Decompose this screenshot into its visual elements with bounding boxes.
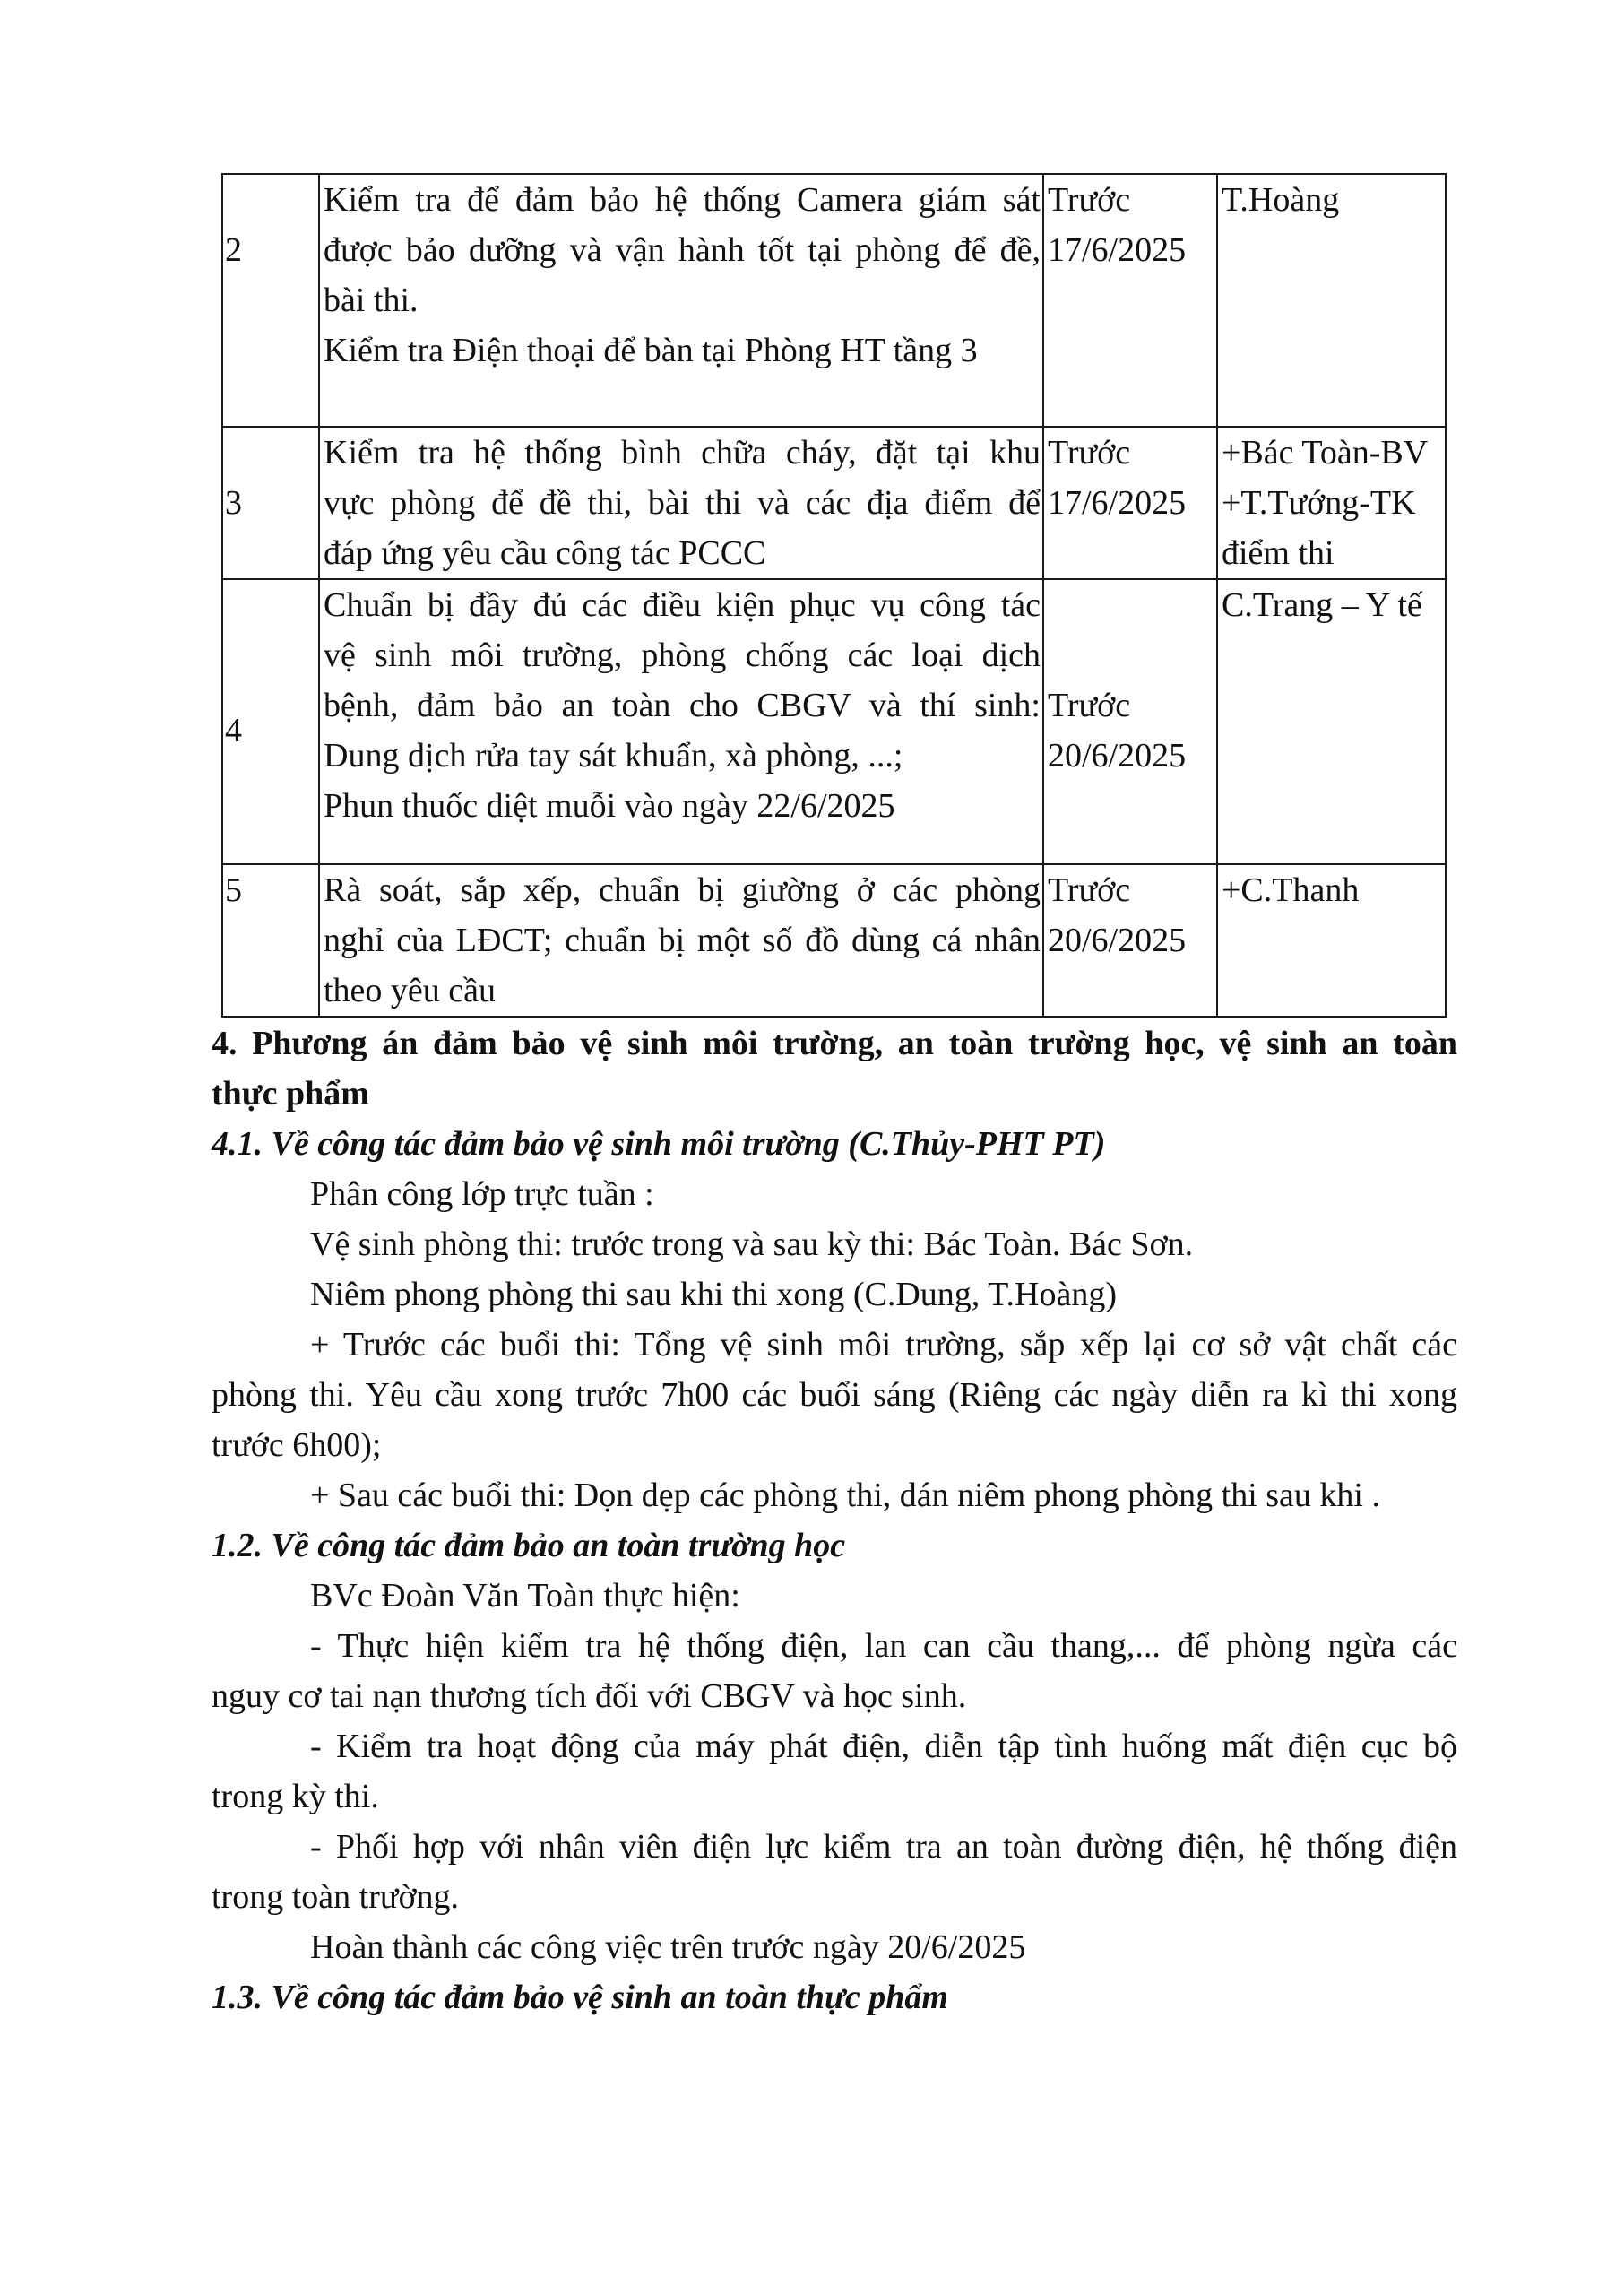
deadline-line: Trước xyxy=(1048,687,1131,724)
paragraph-line: phòng thi. Yêu cầu xong trước 7h00 các buổi sáng (Riêng các ngày diễn ra kì thi xong xyxy=(212,1376,1457,1414)
task-line: Kiểm tra hệ thống bình chữa cháy, đặt tại khu xyxy=(324,434,1041,472)
section-4-heading-cont: thực phẩm xyxy=(212,1075,369,1113)
responsible-line: +T.Tướng-TK xyxy=(1222,484,1416,522)
responsible-line: điểm thi xyxy=(1222,534,1335,572)
paragraph-line: Vệ sinh phòng thi: trước trong và sau kỳ thi: Bác Toàn. Bác Sơn. xyxy=(310,1225,1194,1263)
deadline-line: Trước xyxy=(1048,871,1131,909)
row-number xyxy=(222,864,319,1017)
section-4-1 xyxy=(212,1119,1457,1520)
responsible-line: +Bác Toàn-BV xyxy=(1222,434,1429,472)
task-line: vệ sinh môi trường, phòng chống các loại dịch xyxy=(324,637,1041,674)
responsible-line: +C.Thanh xyxy=(1222,871,1360,909)
task-line: Kiểm tra để đảm bảo hệ thống Camera giám sát xyxy=(324,181,1041,219)
paragraph-line: Niêm phong phòng thi sau khi thi xong (C.Dung, T.Hoàng) xyxy=(310,1276,1117,1313)
paragraph-line: - Thực hiện kiểm tra hệ thống điện, lan can cầu thang,... để phòng ngừa các xyxy=(310,1627,1457,1665)
task-line: được bảo dưỡng và vận hành tốt tại phòng để đề, xyxy=(324,231,1041,269)
paragraph-line: trước 6h00); xyxy=(212,1426,382,1464)
task-line: Phun thuốc diệt muỗi vào ngày 22/6/2025 xyxy=(324,787,895,825)
section-1-2-heading: 1.2. Về công tác đảm bảo an toàn trường học xyxy=(212,1527,846,1564)
deadline-line: Trước xyxy=(1048,181,1131,219)
paragraph-line: nguy cơ tai nạn thương tích đối với CBGV và học sinh. xyxy=(212,1677,967,1715)
section-4-1-heading: 4.1. Về công tác đảm bảo vệ sinh môi trường (C.Thủy-PHT PT) xyxy=(212,1125,1106,1163)
task-line: Dung dịch rửa tay sát khuẩn, xà phòng, ...; xyxy=(324,737,903,775)
task-line: nghỉ của LĐCT; chuẩn bị một số đồ dùng cá nhân xyxy=(324,922,1041,959)
task-line: theo yêu cầu xyxy=(324,972,497,1009)
paragraph-line: Phân công lớp trực tuần : xyxy=(310,1175,654,1213)
deadline-line: 17/6/2025 xyxy=(1048,231,1187,269)
row-number xyxy=(222,174,319,427)
section-1-3-heading: 1.3. Về công tác đảm bảo vệ sinh an toàn thực phẩm xyxy=(212,1979,948,2016)
deadline-line: 20/6/2025 xyxy=(1048,737,1187,775)
row-number xyxy=(222,427,319,579)
table-row xyxy=(222,174,1446,427)
row-number xyxy=(222,579,319,864)
section-4 xyxy=(212,1018,1457,1119)
responsible-cell xyxy=(1217,864,1446,1017)
task-line: bài thi. xyxy=(324,281,419,319)
task-line: Chuẩn bị đầy đủ các điều kiện phục vụ công tác xyxy=(324,586,1041,624)
task-cell xyxy=(319,174,1043,427)
paragraph-line: BVc Đoàn Văn Toàn thực hiện: xyxy=(310,1577,740,1615)
task-table xyxy=(221,173,1447,1018)
paragraph-line: + Trước các buổi thi: Tổng vệ sinh môi trường, sắp xếp lại cơ sở vật chất các xyxy=(310,1326,1457,1364)
table-row xyxy=(222,864,1446,1017)
deadline-cell xyxy=(1043,864,1217,1017)
task-line: đáp ứng yêu cầu công tác PCCC xyxy=(324,534,766,572)
deadline-cell xyxy=(1043,427,1217,579)
row-number-text: 3 xyxy=(225,484,242,522)
task-line: Rà soát, sắp xếp, chuẩn bị giường ở các phòng xyxy=(324,871,1041,909)
deadline-cell xyxy=(1043,579,1217,864)
task-cell xyxy=(319,864,1043,1017)
paragraph-line: + Sau các buổi thi: Dọn dẹp các phòng thi, dán niêm phong phòng thi sau khi . xyxy=(310,1477,1380,1514)
row-number-text: 4 xyxy=(225,712,242,749)
task-line: vực phòng để đề thi, bài thi và các địa điểm để xyxy=(324,484,1041,522)
section-1-3 xyxy=(212,1972,1457,2022)
deadline-line: Trước xyxy=(1048,434,1131,472)
responsible-line: C.Trang – Y tế xyxy=(1222,586,1422,624)
section-1-2 xyxy=(212,1520,1457,1972)
table-row xyxy=(222,579,1446,864)
section-4-heading: 4. Phương án đảm bảo vệ sinh môi trường, an toàn trường học, vệ sinh an toàn xyxy=(212,1025,1457,1062)
task-line: bệnh, đảm bảo an toàn cho CBGV và thí sinh: xyxy=(324,687,1041,724)
responsible-cell xyxy=(1217,579,1446,864)
paragraph-line: trong toàn trường. xyxy=(212,1878,460,1916)
paragraph-line: - Kiểm tra hoạt động của máy phát điện, diễn tập tình huống mất điện cục bộ xyxy=(310,1728,1457,1765)
row-number-text: 5 xyxy=(225,871,242,909)
table-row xyxy=(222,427,1446,579)
paragraph-line: - Phối hợp với nhân viên điện lực kiểm tra an toàn đường điện, hệ thống điện xyxy=(310,1828,1457,1866)
paragraph-line: trong kỳ thi. xyxy=(212,1778,379,1815)
responsible-cell xyxy=(1217,174,1446,427)
deadline-line: 17/6/2025 xyxy=(1048,484,1187,522)
task-cell xyxy=(319,579,1043,864)
task-line: Kiểm tra Điện thoại để bàn tại Phòng HT tầng 3 xyxy=(324,332,978,369)
responsible-cell xyxy=(1217,427,1446,579)
task-cell xyxy=(319,427,1043,579)
responsible-line: T.Hoàng xyxy=(1222,181,1340,219)
deadline-cell xyxy=(1043,174,1217,427)
paragraph-line: Hoàn thành các công việc trên trước ngày 20/6/2025 xyxy=(310,1928,1026,1966)
deadline-line: 20/6/2025 xyxy=(1048,922,1187,959)
row-number-text: 2 xyxy=(225,231,242,269)
